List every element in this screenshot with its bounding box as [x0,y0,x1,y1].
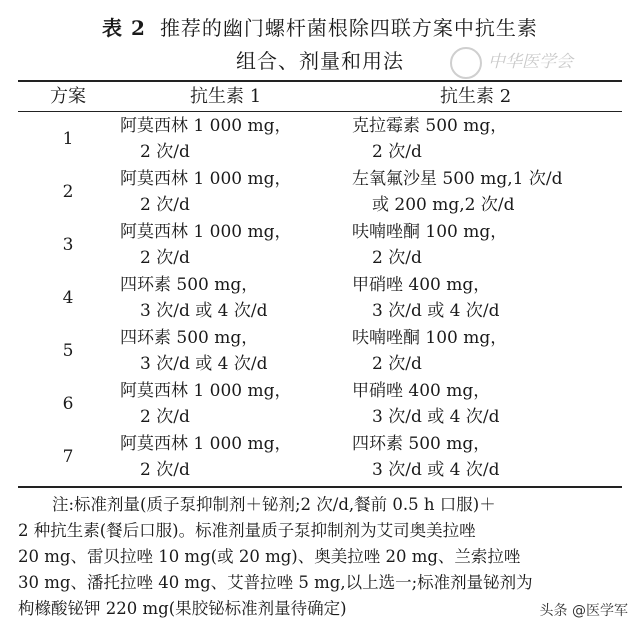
note-line: 枸橼酸铋钾 220 mg(果胶铋标准剂量待确定) [18,599,347,618]
seal-icon [450,47,482,79]
antibiotic-2-dose: 左氧氟沙星 500 mg,1 次/d [352,169,563,189]
antibiotic-1-dose: 阿莫西林 1 000 mg， [120,169,292,189]
source-footer: 头条 @医学军 [538,600,630,620]
antibiotic-2-cell [352,166,563,218]
scheme-number: 6 [62,394,74,414]
header-scheme: 方案 [50,86,86,107]
table-row [0,431,640,484]
antibiotic-1-freq: 2 次/d [140,248,190,268]
antibiotic-1-dose: 四环素 500 mg， [120,328,259,348]
scheme-number: 5 [62,341,74,361]
antibiotic-1-dose: 阿莫西林 1 000 mg， [120,116,292,136]
watermark [450,44,630,80]
note-line: 2 种抗生素(餐后口服)。标准剂量质子泵抑制剂为艾司奥美拉唑 [18,521,476,540]
antibiotic-1-cell [120,325,267,377]
table-label: 表 2 [102,16,146,40]
antibiotic-1-cell [120,431,291,483]
watermark-text: 中华医学会 [488,52,573,72]
note-line: 30 mg、潘托拉唑 40 mg、艾普拉唑 5 mg,以上选一;标准剂量铋剂为 [18,573,533,592]
table-row [0,272,640,325]
antibiotic-2-dose: 克拉霉素 500 mg， [352,116,508,136]
antibiotic-1-cell [120,378,291,430]
antibiotic-2-freq: 2 次/d [372,142,422,162]
antibiotic-2-dose: 甲硝唑 400 mg， [352,381,491,401]
note-line: 20 mg、雷贝拉唑 10 mg(或 20 mg)、奥美拉唑 20 mg、兰索拉唑 [18,547,521,566]
antibiotic-1-freq: 3 次/d 或 4 次/d [140,354,268,374]
antibiotic-2-cell [352,431,499,483]
antibiotic-1-dose: 四环素 500 mg， [120,275,259,295]
table-row [0,219,640,272]
table-row [0,325,640,378]
table-row [0,166,640,219]
scheme-number: 7 [62,447,74,467]
antibiotic-2-dose: 呋喃唑酮 100 mg， [352,222,508,242]
header-antibiotic-2: 抗生素 2 [440,86,512,107]
table-row [0,113,640,166]
antibiotic-2-freq: 或 200 mg,2 次/d [372,195,515,215]
antibiotic-1-freq: 2 次/d [140,460,190,480]
table-title [0,14,640,42]
antibiotic-2-cell [352,272,499,324]
note-line: 注:标准剂量(质子泵抑制剂＋铋剂;2 次/d,餐前 0.5 h 口服)＋ [52,495,496,514]
antibiotic-1-freq: 3 次/d 或 4 次/d [140,301,268,321]
table-title-line2: 组合、剂量和用法 [236,49,404,73]
scheme-number: 2 [62,182,74,202]
antibiotic-1-freq: 2 次/d [140,195,190,215]
antibiotic-1-freq: 2 次/d [140,142,190,162]
antibiotic-2-freq: 2 次/d [372,354,422,374]
table-title-line1: 推荐的幽门螺杆菌根除四联方案中抗生素 [159,16,538,40]
antibiotic-2-dose: 呋喃唑酮 100 mg， [352,328,508,348]
antibiotic-1-dose: 阿莫西林 1 000 mg， [120,434,292,454]
antibiotic-1-cell [120,113,291,165]
antibiotic-1-dose: 阿莫西林 1 000 mg， [120,222,292,242]
antibiotic-1-cell [120,272,267,324]
antibiotic-2-dose: 四环素 500 mg， [352,434,491,454]
antibiotic-1-freq: 2 次/d [140,407,190,427]
antibiotic-2-cell [352,219,507,271]
antibiotic-2-cell [352,378,499,430]
antibiotic-2-freq: 3 次/d 或 4 次/d [372,407,500,427]
antibiotic-2-dose: 甲硝唑 400 mg， [352,275,491,295]
antibiotic-2-freq: 3 次/d 或 4 次/d [372,460,500,480]
antibiotic-2-freq: 3 次/d 或 4 次/d [372,301,500,321]
header-rule [18,111,622,112]
scheme-number: 4 [62,288,74,308]
bottom-rule [18,486,622,488]
antibiotic-2-freq: 2 次/d [372,248,422,268]
table-note [18,492,624,622]
header-antibiotic-1: 抗生素 1 [190,86,262,107]
antibiotic-2-cell [352,113,507,165]
scheme-number: 3 [62,235,74,255]
antibiotic-1-dose: 阿莫西林 1 000 mg， [120,381,292,401]
scheme-number: 1 [62,129,74,149]
antibiotic-1-cell [120,219,291,271]
table-row [0,378,640,431]
antibiotic-1-cell [120,166,291,218]
antibiotic-2-cell [352,325,507,377]
